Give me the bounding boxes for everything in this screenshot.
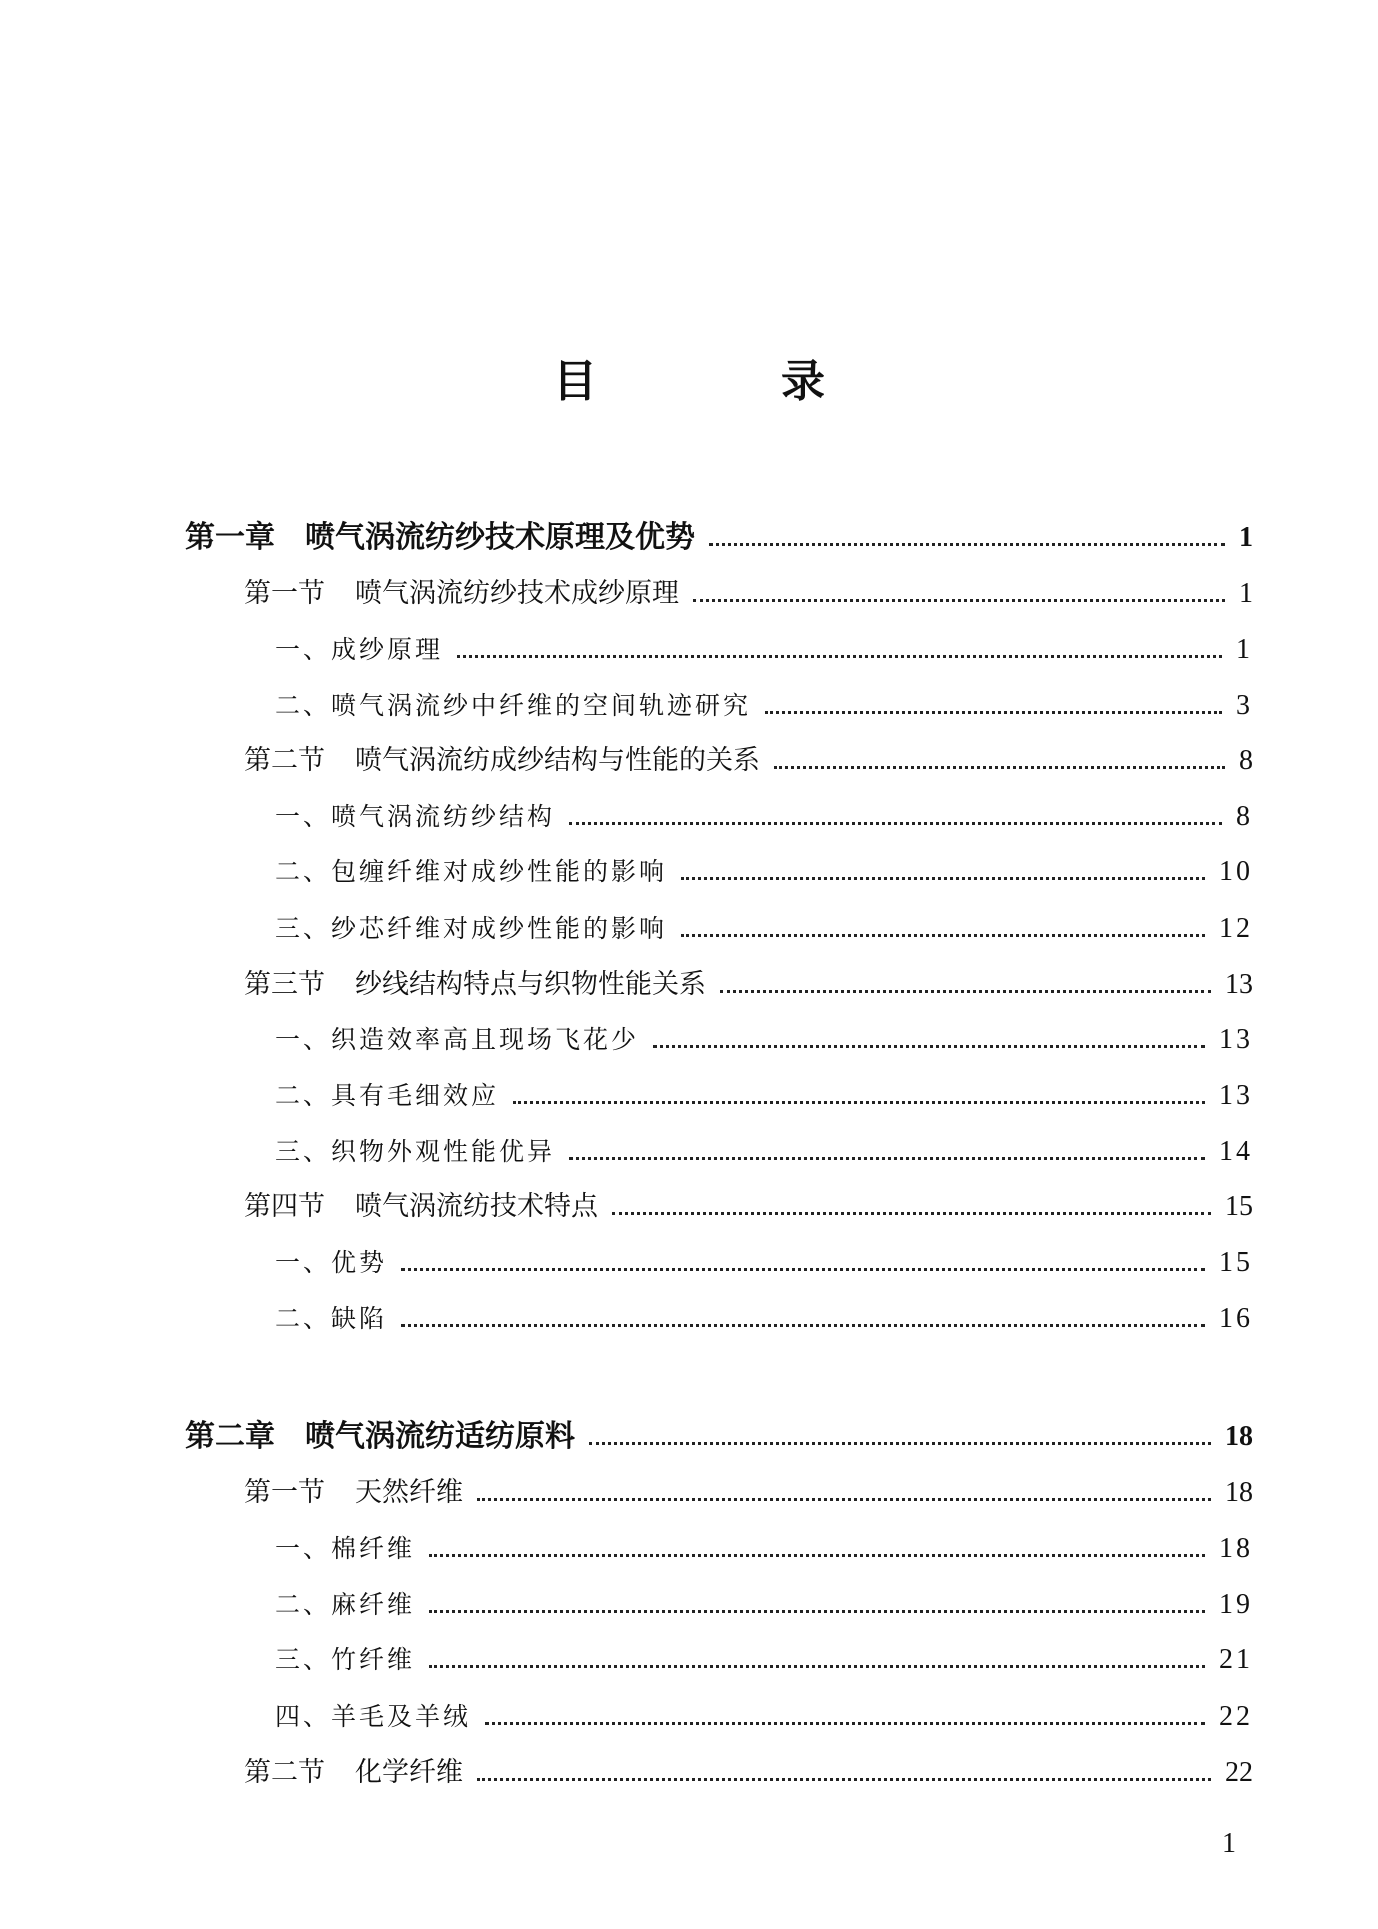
dot-leader bbox=[653, 1045, 1205, 1048]
toc-entry-chapter[interactable] bbox=[185, 518, 1253, 558]
toc-entry-page: 1 bbox=[1236, 634, 1253, 665]
toc-entry-item[interactable] bbox=[275, 686, 1253, 726]
toc-entry-page: 1 bbox=[1239, 578, 1253, 609]
toc-entry-item[interactable] bbox=[275, 1529, 1253, 1569]
toc-entry-text: 一、织造效率高且现场飞花少 bbox=[275, 1025, 640, 1054]
toc-entry-item[interactable] bbox=[275, 1299, 1253, 1339]
toc-entry-prefix: 第一节 bbox=[244, 1477, 325, 1508]
toc-entry-label bbox=[275, 1585, 415, 1625]
toc-entry-page: 15 bbox=[1219, 1247, 1253, 1278]
toc-entry-text: 喷气涡流纺技术特点 bbox=[355, 1191, 598, 1222]
toc-entry-item[interactable] bbox=[275, 1132, 1253, 1172]
toc-entry-text: 二、麻纤维 bbox=[275, 1590, 416, 1619]
toc-entry-text: 四、羊毛及羊绒 bbox=[275, 1702, 472, 1731]
toc-entry-page: 13 bbox=[1219, 1080, 1253, 1111]
toc-entry-label bbox=[275, 1076, 499, 1116]
toc-entry-label bbox=[275, 1132, 555, 1172]
toc-entry-page: 18 bbox=[1219, 1533, 1253, 1564]
dot-leader bbox=[774, 766, 1225, 769]
dot-leader bbox=[693, 599, 1225, 602]
toc-entry-item[interactable] bbox=[275, 630, 1253, 670]
toc-entry-item[interactable] bbox=[275, 852, 1253, 892]
toc-entry-label bbox=[275, 852, 667, 892]
toc-entry-text: 三、竹纤维 bbox=[275, 1645, 416, 1674]
toc-entry-page: 8 bbox=[1239, 745, 1253, 776]
toc-entry-item[interactable] bbox=[275, 1697, 1253, 1737]
toc-entry-page: 18 bbox=[1225, 1477, 1253, 1508]
toc-entry-item[interactable] bbox=[275, 1640, 1253, 1680]
toc-entry-item[interactable] bbox=[275, 797, 1253, 837]
toc-entry-item[interactable] bbox=[275, 909, 1253, 949]
toc-entry-text: 二、缺陷 bbox=[275, 1304, 388, 1333]
toc-entry-label bbox=[275, 909, 667, 949]
dot-leader bbox=[612, 1212, 1211, 1215]
toc-entry-text: 三、织物外观性能优异 bbox=[275, 1137, 556, 1166]
toc-entry-page: 16 bbox=[1219, 1303, 1253, 1334]
toc-entry-text: 喷气涡流纺纱技术成纱原理 bbox=[355, 578, 679, 609]
toc-entry-text: 二、包缠纤维对成纱性能的影响 bbox=[275, 857, 668, 886]
dot-leader bbox=[589, 1442, 1211, 1445]
toc-entry-label bbox=[275, 1697, 471, 1737]
dot-leader bbox=[401, 1268, 1205, 1271]
toc-entry-section[interactable] bbox=[244, 574, 1253, 614]
toc-entry-label bbox=[275, 797, 555, 837]
toc-entry-text: 一、喷气涡流纺纱结构 bbox=[275, 802, 556, 831]
toc-entry-section[interactable] bbox=[244, 1473, 1253, 1513]
toc-entry-page: 22 bbox=[1225, 1757, 1253, 1788]
toc-entry-page: 13 bbox=[1225, 969, 1253, 1000]
toc-entry-label bbox=[244, 1473, 463, 1513]
dot-leader bbox=[429, 1665, 1205, 1668]
dot-leader bbox=[709, 543, 1225, 546]
toc-entry-section[interactable] bbox=[244, 1187, 1253, 1227]
toc-entry-page: 14 bbox=[1219, 1136, 1253, 1167]
dot-leader bbox=[681, 877, 1205, 880]
toc-entry-prefix: 第一章 bbox=[185, 520, 275, 555]
page-number: 1 bbox=[1222, 1828, 1236, 1859]
toc-entry-page: 12 bbox=[1219, 913, 1253, 944]
toc-entry-page: 13 bbox=[1219, 1024, 1253, 1055]
toc-entry-text: 二、具有毛细效应 bbox=[275, 1081, 500, 1110]
toc-entry-page: 10 bbox=[1219, 856, 1253, 887]
dot-leader bbox=[477, 1498, 1211, 1501]
toc-entry-page: 8 bbox=[1236, 801, 1253, 832]
toc-entry-text: 喷气涡流纺成纱结构与性能的关系 bbox=[355, 745, 760, 776]
dot-leader bbox=[720, 990, 1211, 993]
toc-entry-section[interactable] bbox=[244, 1753, 1253, 1793]
toc-entry-prefix: 第一节 bbox=[244, 578, 325, 609]
toc-entry-label bbox=[275, 1299, 387, 1339]
toc-entry-text: 一、棉纤维 bbox=[275, 1534, 416, 1563]
toc-entry-page: 3 bbox=[1236, 690, 1253, 721]
toc-entry-label bbox=[244, 1187, 598, 1227]
toc-entry-text: 化学纤维 bbox=[355, 1757, 463, 1788]
toc-entry-item[interactable] bbox=[275, 1585, 1253, 1625]
toc-entry-prefix: 第二章 bbox=[185, 1419, 275, 1454]
dot-leader bbox=[569, 822, 1222, 825]
dot-leader bbox=[401, 1324, 1205, 1327]
toc-entry-prefix: 第三节 bbox=[244, 969, 325, 1000]
toc-entry-prefix: 第四节 bbox=[244, 1191, 325, 1222]
toc-entry-item[interactable] bbox=[275, 1243, 1253, 1283]
toc-entry-page: 19 bbox=[1219, 1589, 1253, 1620]
toc-entry-page: 1 bbox=[1239, 522, 1253, 553]
toc-entry-text: 喷气涡流纺适纺原料 bbox=[305, 1419, 575, 1454]
toc-entry-page: 18 bbox=[1225, 1421, 1253, 1452]
dot-leader bbox=[513, 1101, 1205, 1104]
toc-entry-item[interactable] bbox=[275, 1020, 1253, 1060]
dot-leader bbox=[477, 1778, 1211, 1781]
toc-entry-text: 二、喷气涡流纱中纤维的空间轨迹研究 bbox=[275, 691, 752, 720]
toc-entry-page: 15 bbox=[1225, 1191, 1253, 1222]
toc-entry-page: 22 bbox=[1219, 1701, 1253, 1732]
toc-entry-page: 21 bbox=[1219, 1644, 1253, 1675]
toc-entry-section[interactable] bbox=[244, 741, 1253, 781]
toc-title: 目 录 bbox=[553, 356, 895, 407]
toc-entry-label bbox=[244, 574, 679, 614]
dot-leader bbox=[429, 1554, 1205, 1557]
toc-entry-label bbox=[244, 965, 706, 1005]
toc-entry-section[interactable] bbox=[244, 965, 1253, 1005]
toc-entry-label bbox=[244, 741, 760, 781]
toc-entry-text: 纱线结构特点与织物性能关系 bbox=[355, 969, 706, 1000]
dot-leader bbox=[485, 1722, 1205, 1725]
toc-entry-text: 喷气涡流纺纱技术原理及优势 bbox=[305, 520, 695, 555]
toc-entry-item[interactable] bbox=[275, 1076, 1253, 1116]
dot-leader bbox=[765, 711, 1222, 714]
toc-entry-prefix: 第二节 bbox=[244, 1757, 325, 1788]
dot-leader bbox=[569, 1157, 1205, 1160]
toc-entry-label bbox=[185, 518, 695, 558]
toc-entry-label bbox=[275, 1020, 639, 1060]
toc-entry-text: 一、成纱原理 bbox=[275, 635, 444, 664]
dot-leader bbox=[457, 655, 1222, 658]
toc-entry-text: 三、纱芯纤维对成纱性能的影响 bbox=[275, 914, 668, 943]
toc-entry-label bbox=[275, 1243, 387, 1283]
toc-entry-label bbox=[185, 1417, 575, 1457]
dot-leader bbox=[681, 934, 1205, 937]
toc-entry-text: 一、优势 bbox=[275, 1248, 388, 1277]
toc-entry-label bbox=[244, 1753, 463, 1793]
toc-entry-chapter[interactable] bbox=[185, 1417, 1253, 1457]
toc-entry-label bbox=[275, 1529, 415, 1569]
toc-entry-label bbox=[275, 686, 751, 726]
toc-entry-label bbox=[275, 1640, 415, 1680]
dot-leader bbox=[429, 1610, 1205, 1613]
toc-entry-text: 天然纤维 bbox=[355, 1477, 463, 1508]
toc-entry-label bbox=[275, 630, 443, 670]
toc-entry-prefix: 第二节 bbox=[244, 745, 325, 776]
